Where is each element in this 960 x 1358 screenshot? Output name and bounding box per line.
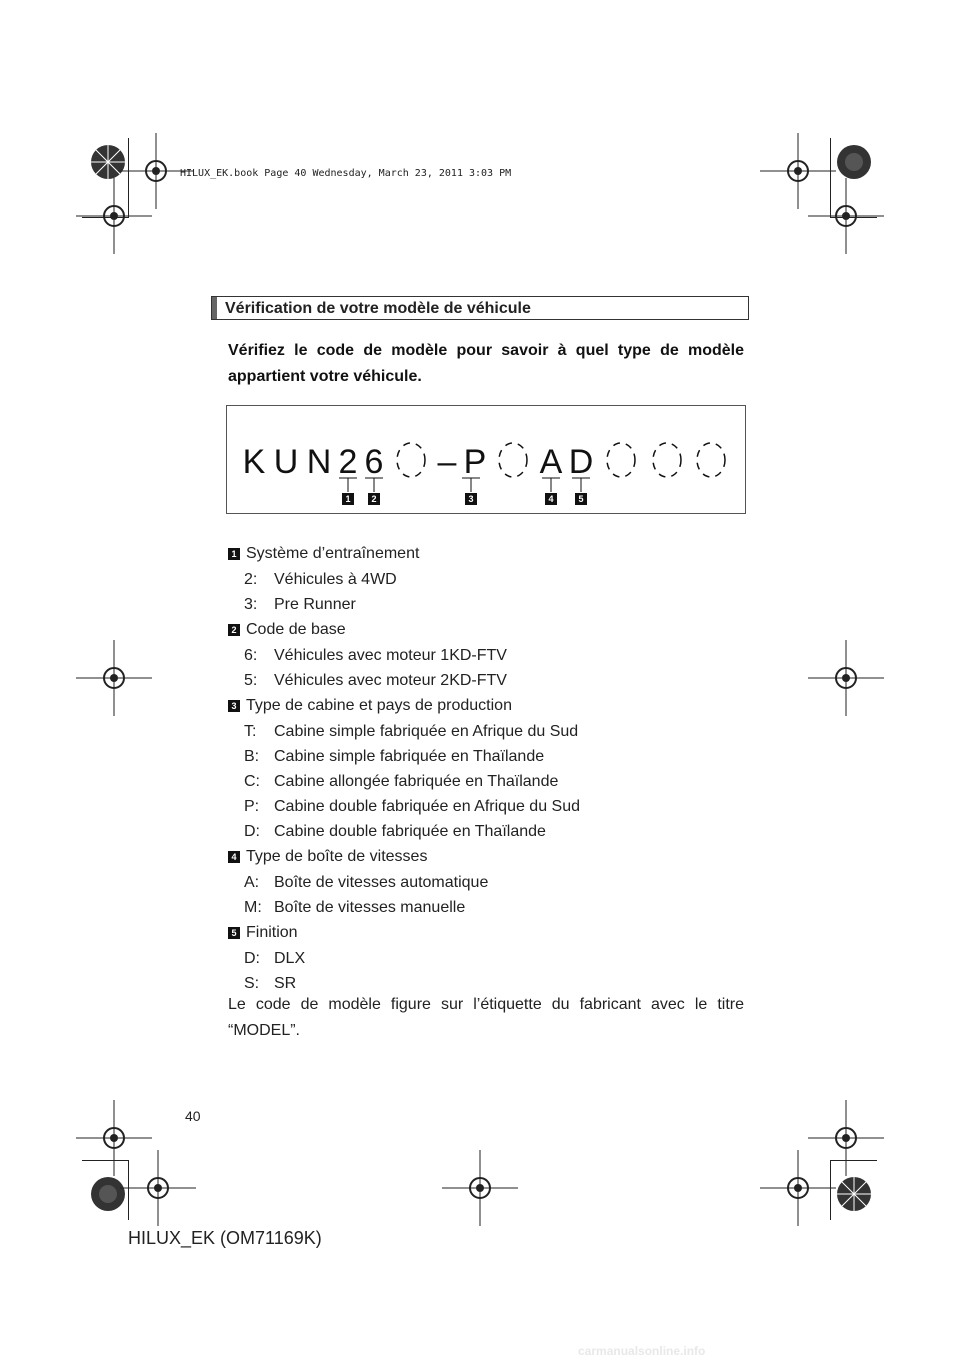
trim-line	[830, 1160, 877, 1161]
legend-heading-text: Type de cabine et pays de production	[246, 697, 512, 714]
legend-option	[228, 794, 748, 819]
callout-number: 3	[468, 494, 474, 504]
option-text: Cabine simple fabriquée en Afrique du Sud	[274, 723, 579, 740]
callout-number: 1	[345, 494, 351, 504]
legend-heading	[228, 844, 748, 870]
trim-line	[830, 1160, 831, 1220]
section-header-bar	[212, 297, 217, 319]
legend-number: 2	[228, 624, 240, 636]
crosshair-mark-icon	[120, 1150, 196, 1226]
callout-number: 2	[371, 494, 377, 504]
option-key: T:	[244, 723, 257, 740]
option-text: Cabine double fabriquée en Thaïlande	[274, 823, 546, 840]
option-text: Véhicules à 4WD	[274, 571, 397, 588]
legend-option	[228, 719, 748, 744]
code-char: 6	[364, 443, 384, 481]
crosshair-mark-icon	[808, 178, 884, 254]
option-key: A:	[244, 874, 260, 891]
option-text: Cabine double fabriquée en Afrique du Sud	[274, 798, 581, 815]
crosshair-mark-icon	[442, 1150, 518, 1226]
section-title: Vérification de votre modèle de véhicule	[225, 300, 531, 317]
placeholder-slot	[653, 443, 681, 477]
legend-heading-text: Système d’entraînement	[246, 545, 420, 562]
code-char: –	[437, 443, 457, 481]
placeholder-slot	[499, 443, 527, 477]
legend-heading	[228, 920, 748, 946]
intro-paragraph: Vérifiez le code de modèle pour savoir à quel type de modèle appartient votre véhicule.	[228, 342, 744, 385]
callout-number: 5	[578, 494, 584, 504]
legend-number: 4	[228, 851, 240, 863]
legend-option	[228, 769, 748, 794]
watermark: carmanualsonline.info	[578, 1344, 706, 1358]
option-key: C:	[244, 773, 260, 790]
option-key: 2:	[244, 571, 258, 588]
registration-rosette-icon	[836, 1176, 872, 1212]
legend-option	[228, 744, 748, 769]
crosshair-mark-icon	[760, 1150, 836, 1226]
crosshair-mark-icon	[76, 178, 152, 254]
legend-option	[228, 946, 748, 971]
legend-number: 5	[228, 927, 240, 939]
option-key: 5:	[244, 672, 258, 689]
legend-heading	[228, 541, 748, 567]
option-text: Cabine allongée fabriquée en Thaïlande	[274, 773, 559, 790]
callout-number: 4	[548, 494, 554, 504]
legend-number: 3	[228, 700, 240, 712]
placeholder-slot	[397, 443, 425, 477]
document-code: HILUX_EK (OM71169K)	[128, 1228, 322, 1248]
trim-line	[830, 138, 831, 218]
legend-heading-text: Type de boîte de vitesses	[246, 848, 428, 865]
page-number: 40	[185, 1108, 201, 1124]
placeholder-slot	[697, 443, 725, 477]
option-key: 6:	[244, 647, 258, 664]
placeholder-slot	[607, 443, 635, 477]
option-key: D:	[244, 823, 260, 840]
crosshair-mark-icon	[808, 640, 884, 716]
legend-option	[228, 668, 748, 693]
model-code-svg	[227, 406, 747, 515]
code-char: K	[242, 443, 266, 481]
option-text: Boîte de vitesses automatique	[274, 874, 489, 891]
option-text: DLX	[274, 950, 306, 967]
option-text: Véhicules avec moteur 2KD-FTV	[274, 672, 507, 689]
legend-heading-text: Finition	[246, 924, 298, 941]
code-char: P	[463, 443, 487, 481]
trim-line	[128, 138, 129, 218]
legend-option	[228, 819, 748, 844]
trim-line	[82, 217, 129, 218]
code-char: 2	[338, 443, 358, 481]
code-char: U	[273, 443, 299, 481]
option-text: Cabine simple fabriquée en Thaïlande	[274, 748, 545, 765]
trim-line	[82, 1160, 129, 1161]
legend-heading	[228, 693, 748, 719]
print-info: HILUX_EK.book Page 40 Wednesday, March 23, 2011 3:03 PM	[180, 168, 512, 179]
outro-paragraph: Le code de modèle figure sur l’étiquette du fabricant avec le titre “MODEL”.	[228, 996, 744, 1039]
legend-heading-text: Code de base	[246, 621, 346, 638]
option-key: S:	[244, 975, 260, 992]
option-text: Véhicules avec moteur 1KD-FTV	[274, 647, 507, 664]
legend-number: 1	[228, 548, 240, 560]
legend-option	[228, 643, 748, 668]
legend-option	[228, 592, 748, 617]
option-key: M:	[244, 899, 262, 916]
option-key: D:	[244, 950, 260, 967]
legend-option	[228, 895, 748, 920]
crosshair-mark-icon	[76, 640, 152, 716]
code-char: D	[568, 443, 594, 481]
code-char: N	[306, 443, 332, 481]
trim-line	[128, 1160, 129, 1220]
registration-rosette-icon	[836, 144, 872, 180]
option-text: Pre Runner	[274, 596, 356, 613]
option-text: SR	[274, 975, 297, 992]
code-char: A	[539, 443, 563, 481]
model-code-diagram	[226, 405, 746, 514]
legend-option	[228, 870, 748, 895]
legend-option	[228, 567, 748, 592]
option-key: P:	[244, 798, 260, 815]
trim-line	[830, 217, 877, 218]
section-header	[211, 296, 749, 320]
option-key: 3:	[244, 596, 258, 613]
legend-heading	[228, 617, 748, 643]
model-code-legend	[228, 541, 748, 996]
option-key: B:	[244, 748, 260, 765]
option-text: Boîte de vitesses manuelle	[274, 899, 466, 916]
